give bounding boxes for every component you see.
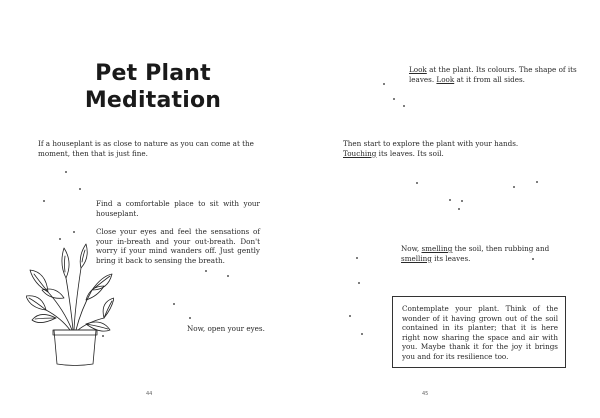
- title-line-2: Meditation: [84, 88, 222, 113]
- look-text-1: at the plant. Its colours. The shape of its leaves.: [409, 65, 577, 84]
- smell-text-2: the soil, then rubbing and: [452, 244, 550, 253]
- smelling-word-1: smelling: [421, 244, 453, 253]
- page-title: [68, 60, 238, 114]
- page-number-left: 44: [146, 391, 153, 397]
- smell-paragraph: [401, 244, 571, 263]
- explore-line-2: its leaves. Its soil.: [376, 148, 444, 158]
- intro-paragraph: [38, 139, 270, 158]
- contemplate-box: [392, 296, 566, 368]
- touching-word: Touching: [343, 148, 377, 158]
- smell-text-1: Now,: [401, 244, 422, 253]
- contemplate-text: Contemplate your plant. Think of the wonder of it having grown out of the soil contained in its planter; that it is here right now sharing the space and air with you. Maybe thank it for the joy it brings you and for its resilience too.: [402, 304, 558, 361]
- step-3-text: Now, open your eyes.: [187, 324, 265, 333]
- smell-text-3: its leaves.: [431, 253, 471, 263]
- step-breath: [96, 227, 260, 265]
- title-line-1: Pet Plant: [95, 61, 211, 86]
- step-1-text: Find a comfortable place to sit with your houseplant.: [96, 199, 260, 218]
- step-find-place: [96, 199, 260, 218]
- potted-peace-lily-icon: [26, 238, 114, 368]
- look-word: Look: [409, 65, 427, 74]
- smelling-word-2: smelling: [401, 253, 432, 263]
- step-2-text: Close your eyes and feel the sensations of your in-breath and your out-breath. Don't worry if your mind wanders off. Just gently bring it back to sensing the breath.: [96, 227, 260, 265]
- look-paragraph: [409, 65, 579, 84]
- explore-line-1: Then start to explore the plant with your hands.: [343, 139, 519, 148]
- page-number-right: 45: [422, 391, 429, 397]
- look-word-2: Look: [436, 74, 455, 84]
- explore-paragraph: [343, 139, 563, 158]
- step-open-eyes: [187, 324, 287, 334]
- right-page: [300, 0, 600, 418]
- look-text-2: at it from all sides.: [454, 74, 525, 84]
- intro-text: If a houseplant is as close to nature as you can come at the moment, then that is just fine.: [38, 139, 254, 158]
